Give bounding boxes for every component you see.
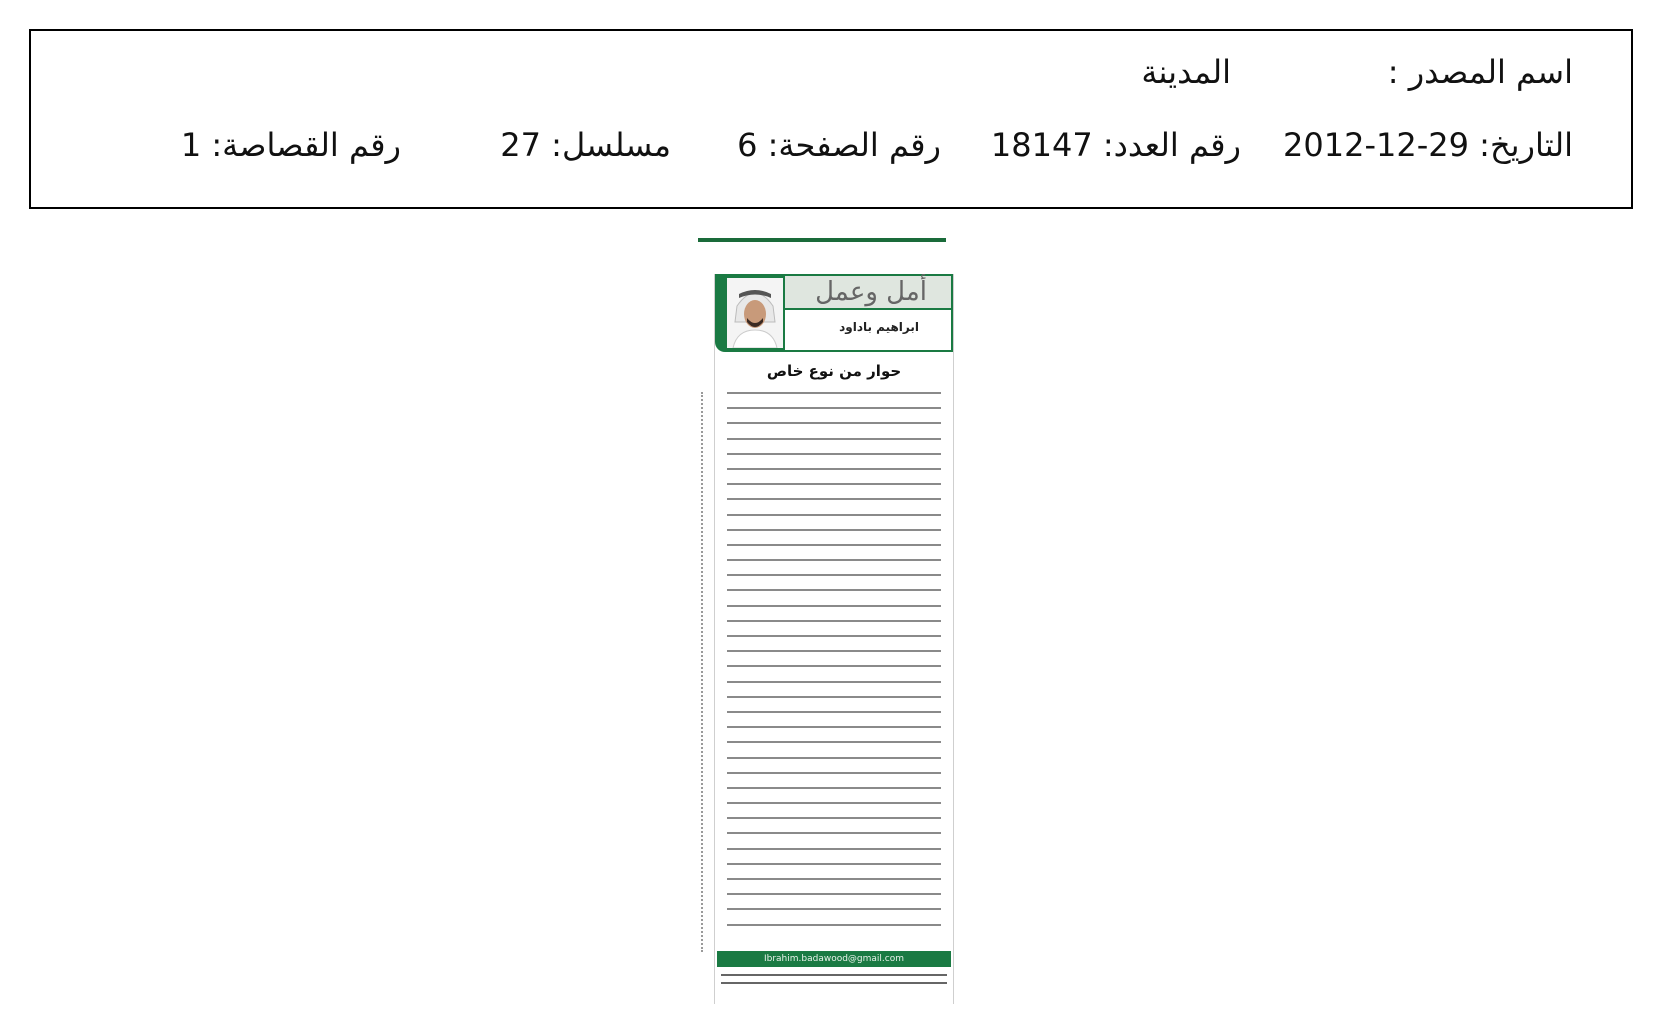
clipping-footer-note (721, 974, 947, 990)
source-value: المدينة (1141, 53, 1231, 91)
author-photo (727, 278, 783, 348)
column-author-area (785, 310, 951, 350)
column-author: ابراهيم باداود (839, 320, 919, 334)
column-title-area (785, 276, 951, 308)
document-header (29, 29, 1633, 209)
newspaper-clipping (714, 274, 954, 1004)
article-body (727, 392, 941, 939)
serial-field: مسلسل: 27 (500, 126, 671, 164)
article-headline: حوار من نوع خاص (766, 362, 902, 380)
date-field: التاريخ: 29-12-2012 (1283, 126, 1573, 164)
clipping-top-rule (698, 238, 946, 242)
scan-edge (701, 392, 706, 952)
source-label: اسم المصدر : (1387, 53, 1573, 91)
clip-number-field: رقم القصاصة: 1 (180, 126, 401, 164)
issue-number-field: رقم العدد: 18147 (990, 126, 1241, 164)
page-number-field: رقم الصفحة: 6 (737, 126, 941, 164)
author-email: Ibrahim.badawood@gmail.com (717, 951, 951, 967)
column-title: أمل وعمل (815, 277, 927, 307)
